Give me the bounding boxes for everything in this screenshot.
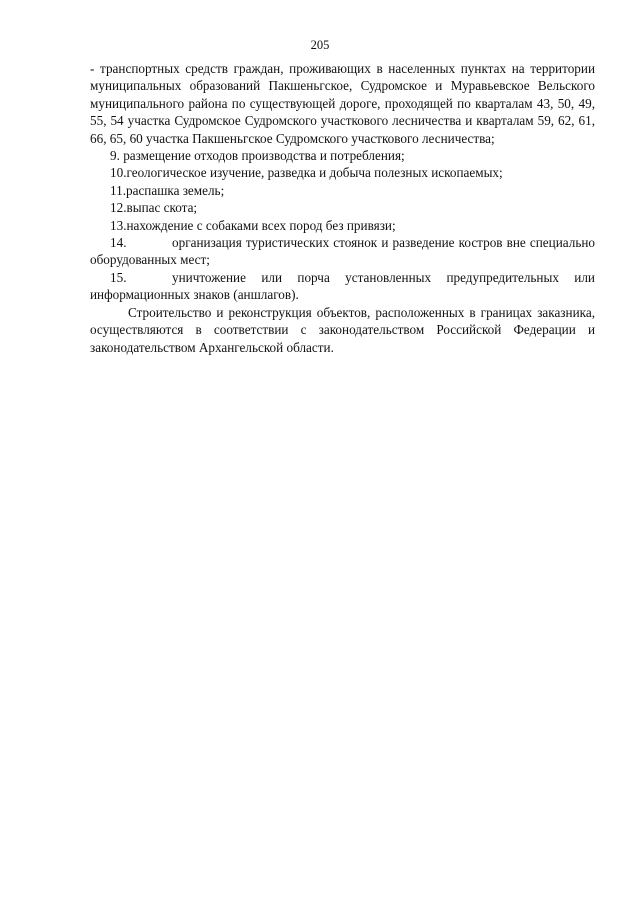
list-item-14 (90, 234, 595, 269)
page-number: 205 (310, 38, 330, 52)
list-item-14-text: организация туристических стоянок и разведение костров вне специально оборудованных мест; (90, 235, 595, 268)
list-item-15-text: уничтожение или порча установленных предупредительных или информационных знаков (аншлагов). (90, 269, 595, 303)
list-item-12: 12.выпас скота; (110, 200, 198, 216)
list-item-9: 9. размещение отходов производства и потребления; (110, 148, 405, 164)
list-item-10: 10.геологическое изучение, разведка и добыча полезных ископаемых; (110, 165, 503, 181)
document-body (90, 60, 595, 356)
list-item-15 (90, 269, 595, 304)
paragraph-construction: Строительство и реконструкция объектов, расположенных в границах заказника, осуществляются в соответствии с законодательством Российской Федерации и законодательством Архангельской области. (90, 304, 595, 355)
paragraph-transport: - транспортных средств граждан, проживающих в населенных пунктах на территории муниципальных образований Пакшеньгское, Судромское и Муравьевское Вельского муниципального района по существующей дороге, проходящей по кварталам 43, 50, 49, 55, 54 участка Судромское Судромского участкового лесничества и кварталам 59, 62, 61, 66, 65, 60 участка Пакшеньгское Судромского участкового лесничества; (90, 61, 595, 146)
list-item-14-number: 14. (110, 235, 127, 251)
list-item-13: 13.нахождение с собаками всех пород без привязи; (110, 217, 396, 233)
list-item-11: 11.распашка земель; (110, 182, 225, 198)
list-item-15-number: 15. (110, 269, 127, 285)
